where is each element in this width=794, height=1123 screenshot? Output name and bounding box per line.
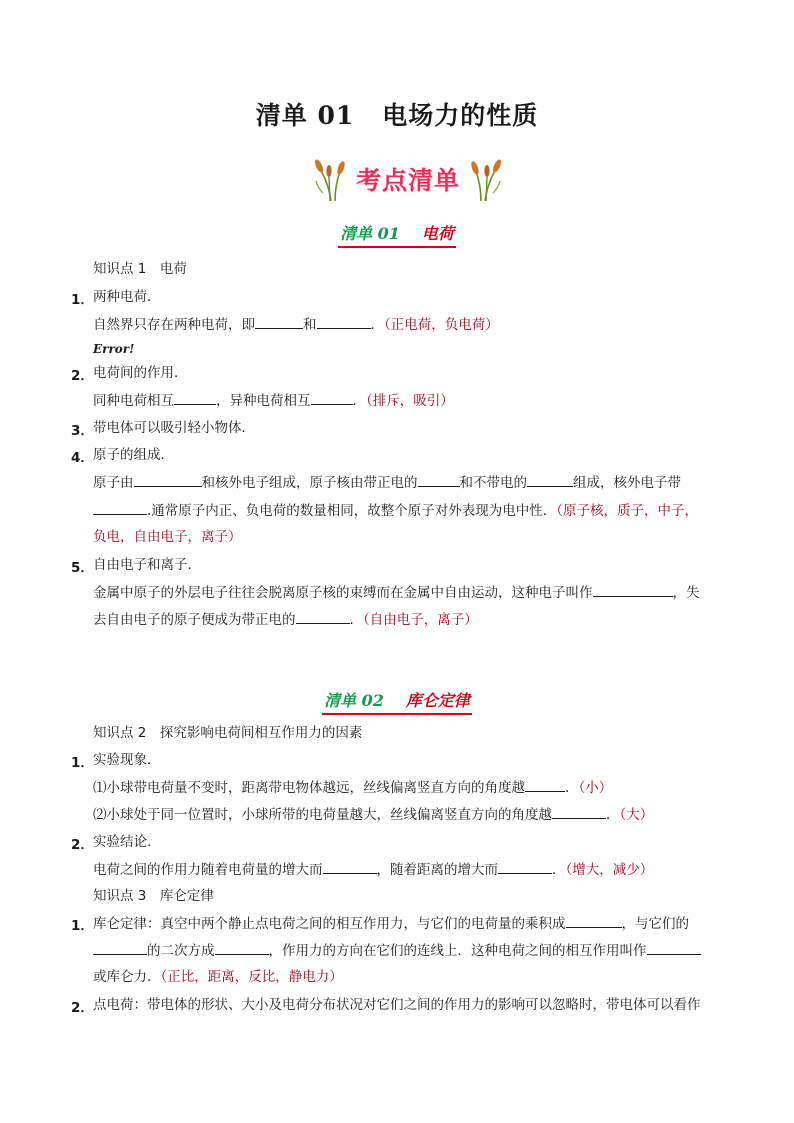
section-heading-1 <box>0 221 794 248</box>
answer-text: 负电，自由电子，离子） <box>93 529 242 545</box>
answer-blank <box>647 941 701 955</box>
answer-text: （排斥，吸引） <box>366 393 454 409</box>
knowledge-point-3: 知识点 3 库仑定律 <box>93 888 214 904</box>
question-line: 同种电荷相互 ，异种电荷相互 ．（排斥，吸引） <box>93 393 454 409</box>
item-number: 2． <box>71 1000 94 1016</box>
section-2-name: 库仑定律 <box>405 691 470 710</box>
question-line: 库仑定律：真空中两个静止点电荷之间的相互作用力，与它们的电荷量的乘积成 ，与它们的 <box>93 916 689 932</box>
knowledge-point-2: 知识点 2 探究影响电荷间相互作用力的因素 <box>93 725 363 741</box>
section-2-underline <box>322 688 472 715</box>
answer-text: （原子核，质子，中子， <box>556 503 699 519</box>
question-line: 原子由 和核外电子组成，原子核由带正电的 和不带电的 组成，核外电子带 <box>93 475 681 491</box>
question-line: 电荷之间的作用力随着电荷量的增大而 ，随着距离的增大而 ．（增大，减少） <box>93 862 654 878</box>
item-number: 3． <box>71 423 94 439</box>
answer-blank <box>215 941 269 955</box>
answer-blank <box>527 473 573 487</box>
item-number: 5． <box>71 560 94 576</box>
answer-text: （正电荷，负电荷） <box>384 317 499 333</box>
banner-text: 考点清单 <box>355 166 460 195</box>
question-line: ⑴小球带电荷量不变时，距离带电物体越远，丝线偏离竖直方向的角度越 ．（小） <box>93 780 613 796</box>
error-text: Error! <box>93 342 135 356</box>
item-number: 4． <box>71 450 94 466</box>
question-line: 金属中原子的外层电子往往会脱离原子核的束缚而在金属中自由运动，这种电子叫作 ，失 <box>93 585 700 601</box>
question-line: 或库仑力．（正比，距离，反比，静电力） <box>93 969 343 985</box>
item-heading: 带电体可以吸引轻小物体． <box>93 420 255 436</box>
section-1-label: 清单 01 <box>340 224 400 243</box>
item-number: 1． <box>71 292 94 308</box>
item-number: 1． <box>71 755 94 771</box>
item-heading: 实验现象． <box>93 752 161 768</box>
page-title <box>0 96 794 132</box>
section-1-underline <box>338 221 456 248</box>
title-part2: 电场力的性质 <box>382 101 539 130</box>
answer-text: （自由电子，离子） <box>363 612 478 628</box>
question-line: .通常原子内正、负电荷的数量相同，故整个原子对外表现为电中性．（原子核，质子，中子， <box>93 501 698 520</box>
wheat-left-icon <box>313 157 347 203</box>
question-line: 自然界只存在两种电荷，即 和 ．（正电荷，负电荷） <box>93 317 499 333</box>
item-heading: 电荷间的作用． <box>93 365 188 381</box>
title-part1: 清单 01 <box>255 101 355 130</box>
answer-blank <box>255 315 303 329</box>
answer-blank <box>418 473 460 487</box>
item-number: 2． <box>71 837 94 853</box>
question-line: 的二次方成 ，作用力的方向在它们的连线上．这种电荷之间的相互作用叫作 <box>93 941 701 960</box>
question-line: 去自由电子的原子便成为带正电的 ．（自由电子，离子） <box>93 612 478 628</box>
answer-blank <box>93 501 147 515</box>
answer-blank <box>323 860 377 874</box>
answer-blank <box>525 778 565 792</box>
answer-blank <box>566 914 622 928</box>
answer-blank <box>317 315 371 329</box>
section-2-label: 清单 02 <box>324 691 384 710</box>
knowledge-point-1: 知识点 1 电荷 <box>93 261 187 277</box>
answer-blank <box>134 473 202 487</box>
item-heading: 实验结论． <box>93 834 161 850</box>
answer-blank <box>498 860 552 874</box>
answer-blank <box>311 391 353 405</box>
item-heading: 自由电子和离子． <box>93 557 201 573</box>
item-number: 2． <box>71 368 94 384</box>
item-heading: 两种电荷． <box>93 289 161 305</box>
section-1-name: 电荷 <box>421 224 454 243</box>
item-heading: 原子的组成． <box>93 447 174 463</box>
question-line: ⑵小球处于同一位置时，小球所带的电荷量越大，丝线偏离竖直方向的角度越 ．（大） <box>93 807 654 823</box>
answer-blank <box>552 805 606 819</box>
answer-blank <box>174 391 216 405</box>
answer-blank <box>93 941 147 955</box>
answer-blank <box>296 610 350 624</box>
answer-text: （小） <box>578 780 613 796</box>
question-line: 点电荷：带电体的形状、大小及电荷分布状况对它们之间的作用力的影响可以忽略时，带电体可以看作 <box>93 997 701 1013</box>
item-number: 1． <box>71 918 94 934</box>
answer-text: （大） <box>619 807 654 823</box>
answer-blank <box>593 583 673 597</box>
section-heading-2 <box>0 688 794 715</box>
answer-text: （增大，减少） <box>565 862 654 878</box>
wheat-right-icon <box>469 157 503 203</box>
answer-text: （正比，距离，反比，静电力） <box>160 969 343 985</box>
banner <box>313 157 503 203</box>
